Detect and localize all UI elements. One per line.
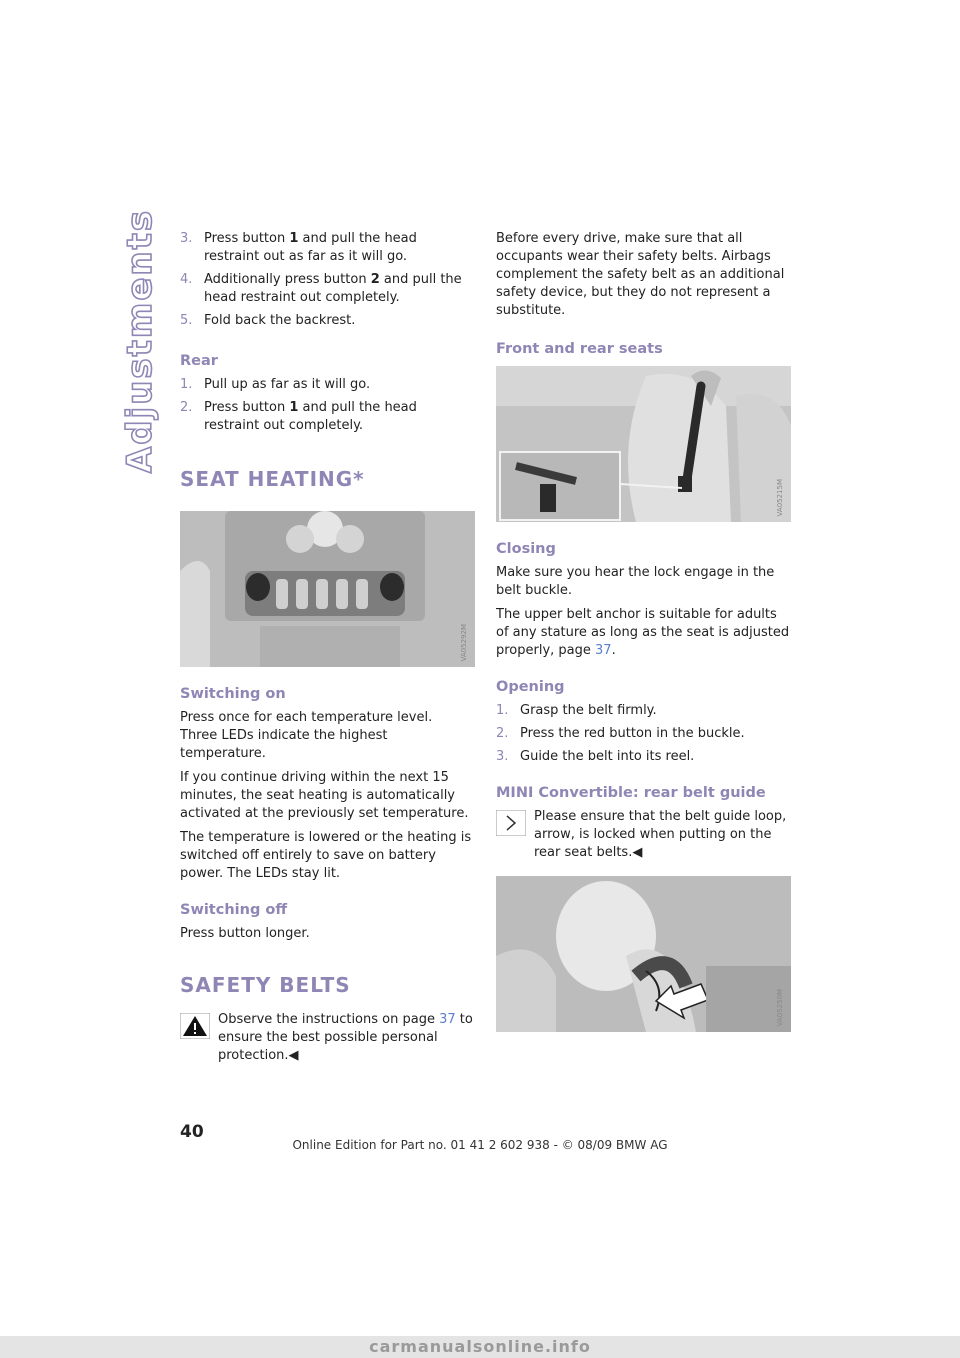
switching-on-paragraph-1	[180, 709, 475, 763]
seatbelt-illustration	[496, 366, 791, 522]
page-link-37[interactable]: 37	[595, 643, 612, 658]
watermark: carmanualsonline.info	[0, 1336, 960, 1358]
section-side-title	[120, 208, 160, 474]
switching-off-heading: Switching off	[180, 902, 288, 918]
step-number: 2.	[496, 726, 509, 741]
safety-note	[180, 1011, 475, 1065]
step-button-ref: 1	[289, 400, 299, 415]
step-number: 3.	[180, 231, 193, 246]
convertible-belt-guide-heading: MINI Convertible: rear belt guide	[496, 785, 766, 801]
note-end-mark: ◀	[288, 1048, 299, 1063]
convertible-note-text	[534, 808, 791, 862]
seat-heating-figure	[180, 511, 475, 667]
step-number: 4.	[180, 272, 193, 287]
switching-on-paragraph-3: The temperature is lowered or the heating is switched off entirely to save on battery power. The LEDs stay lit.	[180, 830, 472, 881]
note-text-b: to ensure the best possible personal protection.	[218, 1012, 473, 1063]
rear-step-1	[180, 376, 475, 394]
note-arrow-icon	[496, 810, 526, 836]
note-text: Please ensure that the belt guide loop, arrow, is locked when putting on the rear seat belts.	[534, 809, 787, 860]
step-number: 2.	[180, 400, 193, 415]
page-number: 40	[180, 1122, 204, 1142]
switching-on-heading: Switching on	[180, 686, 286, 702]
page-link-37[interactable]: 37	[439, 1012, 456, 1027]
seat-heating-illustration	[180, 511, 475, 667]
note-end-mark: ◀	[632, 845, 643, 860]
step-button-ref: 1	[289, 231, 299, 246]
paragraph-line: Three LEDs indicate the highest temperature.	[180, 728, 388, 761]
footer-edition-note: Online Edition for Part no. 01 41 2 602 938 - © 08/09 BMW AG	[292, 1138, 668, 1152]
step-text	[204, 230, 475, 266]
switching-on-paragraph-2: If you continue driving within the next 15 minutes, the seat heating is automatically activated at the previously set temperature.	[180, 770, 469, 821]
convertible-note	[496, 808, 791, 862]
closing-paragraph-1: Make sure you hear the lock engage in the belt buckle.	[496, 565, 775, 598]
figure-code: VA05250M	[776, 988, 784, 1026]
step-5	[180, 312, 475, 330]
step-text-a: Press button	[204, 231, 290, 246]
step-3	[180, 230, 475, 266]
closing-text-a: The upper belt anchor is suitable for adults of any stature as long as the seat is adjusted properly, page	[496, 607, 790, 658]
opening-heading: Opening	[496, 679, 565, 695]
closing-text-b: .	[611, 643, 616, 658]
step-text: Guide the belt into its reel.	[520, 749, 695, 764]
safety-belts-intro: Before every drive, make sure that all occupants wear their safety belts. Airbags complement the safety belt as an additional safety device, but they do not represent a substitute.	[496, 231, 785, 318]
closing-heading: Closing	[496, 541, 556, 557]
step-text-a: Press button	[204, 400, 290, 415]
step-text	[204, 271, 475, 307]
opening-step-3	[496, 748, 791, 766]
step-number: 1.	[180, 377, 193, 392]
left-column	[180, 230, 475, 1071]
front-rear-seats-heading: Front and rear seats	[496, 341, 663, 357]
front-rear-seats-figure	[496, 366, 791, 522]
opening-step-1	[496, 702, 791, 720]
rear-heading: Rear	[180, 353, 218, 369]
figure-code: VA05215M	[776, 478, 784, 516]
warning-triangle-icon	[180, 1013, 210, 1039]
safety-note-text	[218, 1011, 475, 1065]
step-text: Press the red button in the buckle.	[520, 726, 745, 741]
figure-code: VA05292M	[460, 623, 468, 661]
step-text-b: and pull the head restraint out completely.	[204, 272, 462, 305]
step-text	[204, 399, 475, 435]
safety-belts-heading: SAFETY BELTS	[180, 973, 351, 997]
rear-step-2	[180, 399, 475, 435]
belt-guide-illustration	[496, 876, 791, 1032]
step-number: 5.	[180, 313, 193, 328]
step-text-b: and pull the head restraint out completely.	[204, 400, 417, 433]
step-text-a: Additionally press button	[204, 272, 371, 287]
section-title-text: Adjustments	[120, 208, 160, 474]
closing-paragraph-2	[496, 606, 791, 660]
right-column	[496, 230, 791, 1032]
opening-step-2	[496, 725, 791, 743]
step-number: 3.	[496, 749, 509, 764]
step-4	[180, 271, 475, 307]
step-text: Pull up as far as it will go.	[204, 377, 371, 392]
switching-off-paragraph: Press button longer.	[180, 926, 310, 941]
step-number: 1.	[496, 703, 509, 718]
step-button-ref: 2	[370, 272, 380, 287]
paragraph-line: Press once for each temperature level.	[180, 710, 433, 725]
convertible-belt-guide-figure	[496, 876, 791, 1032]
step-text: Grasp the belt firmly.	[520, 703, 657, 718]
note-text-a: Observe the instructions on page	[218, 1012, 440, 1027]
step-text-b: and pull the head restraint out as far as it will go.	[204, 231, 417, 264]
seat-heating-heading: SEAT HEATING*	[180, 467, 365, 491]
step-text: Fold back the backrest.	[204, 313, 356, 328]
